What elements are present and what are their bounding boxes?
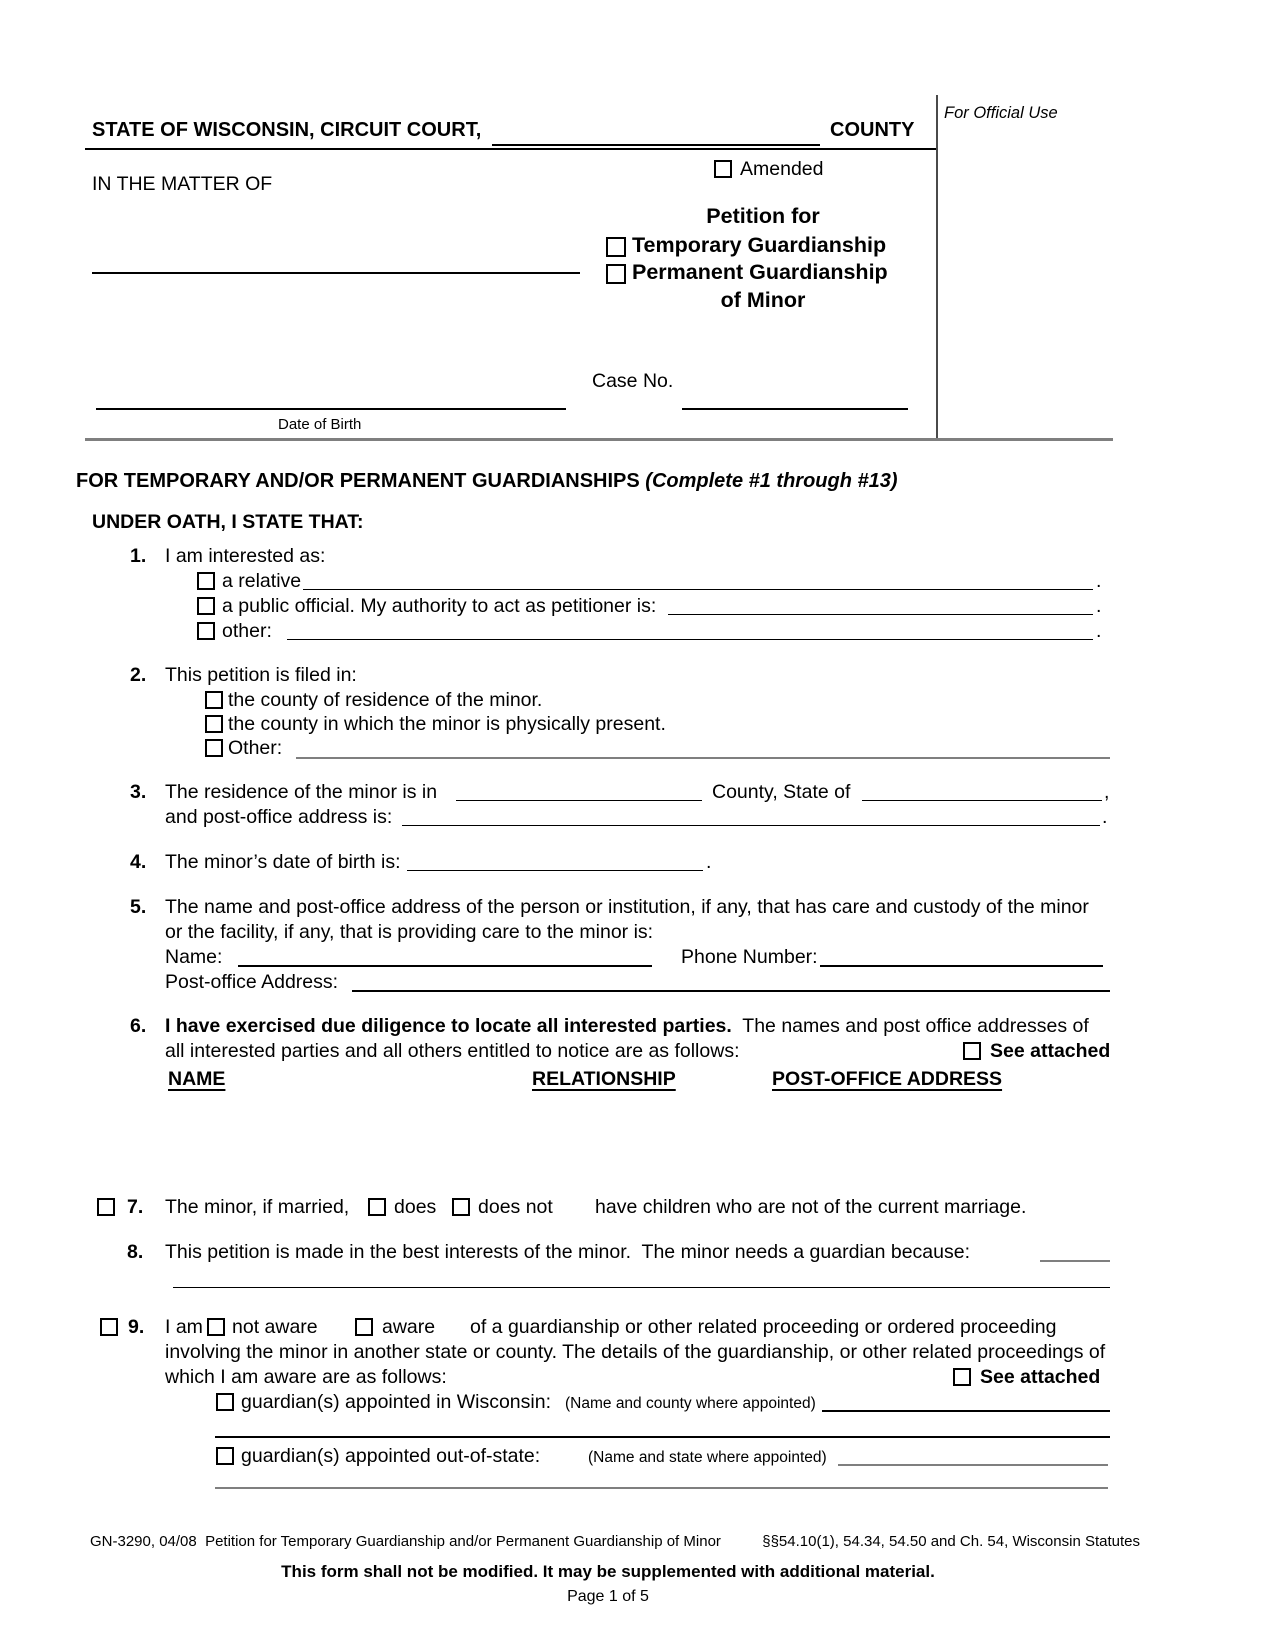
item1-official-line[interactable] — [668, 614, 1093, 615]
item7-part1: The minor, if married, — [165, 1196, 350, 1218]
item5-number: 5. — [130, 896, 147, 918]
item9-not-aware-label: not aware — [232, 1316, 318, 1338]
item1-text: I am interested as: — [165, 545, 326, 567]
case-no-blank-line[interactable] — [682, 408, 908, 410]
official-use-divider — [936, 95, 938, 440]
court-header: STATE OF WISCONSIN, CIRCUIT COURT, — [92, 119, 482, 141]
column-header-relationship: RELATIONSHIP — [532, 1068, 676, 1090]
item9-out-of-state-line[interactable] — [838, 1464, 1108, 1466]
item6-number: 6. — [130, 1015, 147, 1037]
item9-see-attached-checkbox[interactable] — [953, 1368, 971, 1386]
item3-state-line[interactable] — [862, 800, 1102, 801]
item9-wisconsin-line[interactable] — [822, 1410, 1110, 1412]
item1-relative-checkbox[interactable] — [197, 572, 215, 590]
item9-out-of-state-label: guardian(s) appointed out-of-state: — [241, 1445, 541, 1467]
item8-number: 8. — [127, 1241, 144, 1263]
form-title-line2: of Minor — [720, 288, 806, 312]
item2-residence-label: the county of residence of the minor. — [228, 689, 543, 711]
form-title-opt2: Permanent Guardianship — [632, 260, 888, 284]
amended-label: Amended — [740, 158, 824, 180]
item9-wisconsin-checkbox[interactable] — [216, 1393, 234, 1411]
item4-text: The minor’s date of birth is: — [165, 851, 401, 873]
temporary-guardianship-checkbox[interactable] — [606, 237, 626, 257]
official-use-label: For Official Use — [944, 104, 1058, 122]
item1-official-period: . — [1096, 595, 1102, 617]
item9-see-attached-label: See attached — [980, 1366, 1101, 1388]
item9-line3: which I am aware are as follows: — [165, 1366, 447, 1388]
item1-official-checkbox[interactable] — [197, 597, 215, 615]
item5-phone-label: Phone Number: — [681, 946, 818, 968]
dob-label: Date of Birth — [278, 416, 362, 433]
item6-bold-text: I have exercised due diligence to locate all interested parties. — [165, 1015, 732, 1037]
item9-checkbox[interactable] — [100, 1318, 118, 1336]
form-title-line1: Petition for — [706, 204, 820, 228]
item5-phone-line[interactable] — [820, 965, 1103, 967]
item3-number: 3. — [130, 781, 147, 803]
in-matter-of-label: IN THE MATTER OF — [92, 173, 273, 195]
item7-part2: have children who are not of the current marriage. — [595, 1196, 1027, 1218]
footer-notice: This form shall not be modified. It may be supplemented with additional material. — [281, 1562, 935, 1581]
item7-does-not-label: does not — [478, 1196, 553, 1218]
item2-other-line[interactable] — [296, 757, 1110, 759]
form-title-opt1: Temporary Guardianship — [632, 233, 887, 257]
item9-number: 9. — [128, 1316, 145, 1338]
item2-residence-checkbox[interactable] — [205, 691, 223, 709]
case-no-label: Case No. — [592, 370, 674, 392]
item6-rest-text: The names and post office addresses of — [731, 1015, 1089, 1037]
item2-number: 2. — [130, 664, 147, 686]
item5-line2: or the facility, if any, that is providing care to the minor is: — [165, 921, 654, 943]
item2-present-label: the county in which the minor is physically present. — [228, 713, 666, 735]
item3-line2: and post-office address is: — [165, 806, 393, 828]
dob-blank-line[interactable] — [96, 408, 566, 410]
item9-wisconsin-line2[interactable] — [215, 1436, 1110, 1438]
item5-line1: The name and post-office address of the person or institution, if any, that has care and custody of the minor — [165, 896, 1089, 918]
item5-name-line[interactable] — [238, 965, 652, 967]
item1-other-period: . — [1096, 620, 1102, 642]
item6-line1 — [165, 1015, 1089, 1037]
item3-part1: The residence of the minor is in — [165, 781, 438, 803]
section-heading-text: FOR TEMPORARY AND/OR PERMANENT GUARDIANSHIPS — [76, 470, 640, 492]
item9-wisconsin-label: guardian(s) appointed in Wisconsin: — [241, 1391, 552, 1413]
item9-part2: of a guardianship or other related proceeding or ordered proceeding — [470, 1316, 1057, 1338]
item1-relative-line[interactable] — [303, 589, 1093, 590]
item8-full-line[interactable] — [173, 1287, 1110, 1288]
item8-short-line[interactable] — [1040, 1260, 1110, 1262]
item4-period: . — [706, 851, 712, 873]
county-label: COUNTY — [830, 119, 915, 141]
item1-number: 1. — [130, 545, 147, 567]
item7-does-not-checkbox[interactable] — [452, 1198, 470, 1216]
footer-form-id: GN-3290, 04/08 Petition for Temporary Guardianship and/or Permanent Guardianship of Minor — [90, 1533, 721, 1550]
permanent-guardianship-checkbox[interactable] — [606, 264, 626, 284]
oath-heading: UNDER OATH, I STATE THAT: — [92, 511, 364, 533]
item7-checkbox[interactable] — [97, 1198, 115, 1216]
item6-see-attached-label: See attached — [990, 1040, 1111, 1062]
item4-number: 4. — [130, 851, 147, 873]
header-rule — [85, 148, 936, 150]
item8-text: This petition is made in the best interests of the minor. The minor needs a guardian because: — [165, 1241, 971, 1263]
item9-aware-label: aware — [382, 1316, 436, 1338]
item7-does-checkbox[interactable] — [368, 1198, 386, 1216]
item6-line2: all interested parties and all others entitled to notice are as follows: — [165, 1040, 740, 1062]
matter-name-line[interactable] — [92, 272, 580, 274]
item1-official-label: a public official. My authority to act as petitioner is: — [222, 595, 657, 617]
item3-address-line[interactable] — [402, 825, 1100, 826]
item3-period: . — [1102, 806, 1108, 828]
item2-other-checkbox[interactable] — [205, 739, 223, 757]
county-blank-line[interactable] — [492, 144, 820, 146]
item9-line2: involving the minor in another state or county. The details of the guardianship, or other related proceedings of — [165, 1341, 1106, 1363]
item2-present-checkbox[interactable] — [205, 715, 223, 733]
footer-statutes: §§54.10(1), 54.34, 54.50 and Ch. 54, Wisconsin Statutes — [762, 1533, 1140, 1550]
item9-wisconsin-note: (Name and county where appointed) — [565, 1395, 816, 1412]
item9-aware-checkbox[interactable] — [355, 1318, 373, 1336]
section-heading-note: (Complete #1 through #13) — [639, 470, 898, 492]
item9-part1: I am — [165, 1316, 203, 1338]
item1-other-line[interactable] — [287, 639, 1093, 640]
item5-po-label: Post-office Address: — [165, 971, 339, 993]
item5-name-label: Name: — [165, 946, 223, 968]
header-bottom-rule — [85, 438, 1113, 441]
item3-comma: , — [1104, 781, 1110, 803]
item5-po-line[interactable] — [352, 990, 1110, 992]
footer-page-number: Page 1 of 5 — [567, 1588, 649, 1605]
section-heading — [76, 470, 898, 493]
item4-dob-line[interactable] — [407, 870, 703, 871]
item9-out-of-state-checkbox[interactable] — [216, 1447, 234, 1465]
column-header-po-address: POST-OFFICE ADDRESS — [772, 1068, 1003, 1090]
item9-out-of-state-line2[interactable] — [215, 1487, 1108, 1489]
item7-does-label: does — [394, 1196, 437, 1218]
item3-county-line[interactable] — [456, 800, 702, 801]
item3-part2: County, State of — [712, 781, 851, 803]
item2-text: This petition is filed in: — [165, 664, 357, 686]
item9-out-of-state-note: (Name and state where appointed) — [588, 1449, 827, 1466]
column-header-name: NAME — [168, 1068, 226, 1090]
item1-other-label: other: — [222, 620, 272, 642]
item1-other-checkbox[interactable] — [197, 622, 215, 640]
amended-checkbox[interactable] — [714, 160, 732, 178]
item1-relative-period: . — [1096, 570, 1102, 592]
item1-relative-label: a relative — [222, 570, 302, 592]
item2-other-label: Other: — [228, 737, 283, 759]
item9-not-aware-checkbox[interactable] — [207, 1318, 225, 1336]
item6-see-attached-checkbox[interactable] — [963, 1042, 981, 1060]
item7-number: 7. — [127, 1196, 144, 1218]
